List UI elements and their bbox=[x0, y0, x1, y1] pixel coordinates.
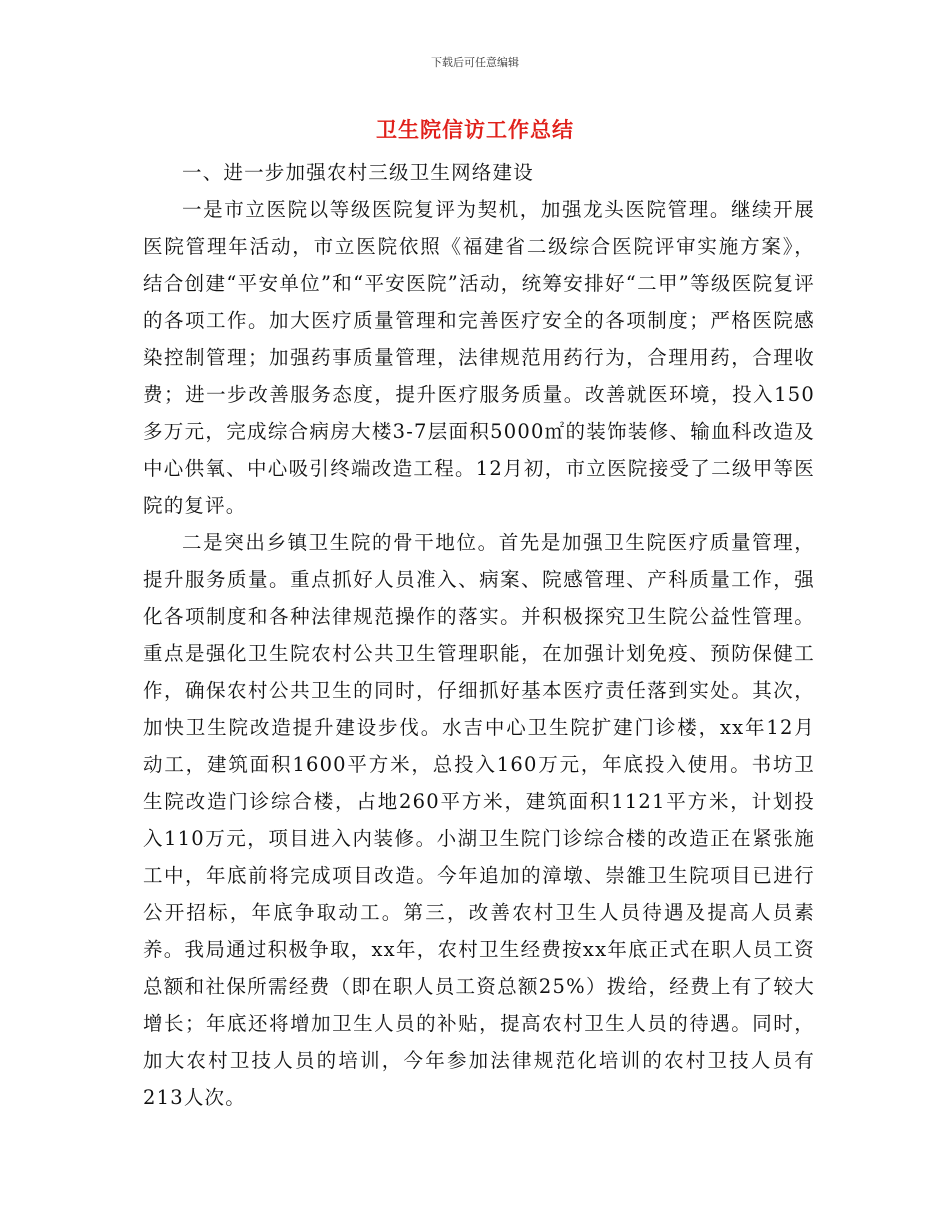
header-note: 下载后可任意编辑 bbox=[431, 56, 519, 69]
paragraph: 一是市立医院以等级医院复评为契机，加强龙头医院管理。继续开展医院管理年活动，市立医院依照《福建省二级综合医院评审实施方案》，结合创建“平安单位”和“平安医院”活动，统筹安排好“二甲”等级医院复评的各项工作。加大医疗质量管理和完善医疗安全的各项制度；严格医院感染控制管理；加强药事质量管理，法律规范用药行为，合理用药，合理收费；进一步改善服务态度，提升医疗服务质量。改善就医环境，投入150多万元，完成综合病房大楼3-7层面积5000㎡的装饰装修、输血科改造及中心供氧、中心吸引终端改造工程。12月初，市立医院接受了二级甲等医院的复评。 bbox=[143, 198, 815, 517]
document-body bbox=[143, 154, 815, 1116]
section-heading: 一、进一步加强农村三级卫生网络建设 bbox=[182, 161, 534, 184]
document-title: 卫生院信访工作总结 bbox=[376, 117, 574, 142]
paragraph: 二是突出乡镇卫生院的骨干地位。首先是加强卫生院医疗质量管理，提升服务质量。重点抓好人员准入、病案、院感管理、产科质量工作，强化各项制度和各种法律规范操作的落实。并积极探究卫生院公益性管理。重点是强化卫生院农村公共卫生管理职能，在加强计划免疫、预防保健工作，确保农村公共卫生的同时，仔细抓好基本医疗责任落到实处。其次，加快卫生院改造提升建设步伐。水吉中心卫生院扩建门诊楼，xx年12月动工，建筑面积1600平方米，总投入160万元，年底投入使用。书坊卫生院改造门诊综合楼，占地260平方米，建筑面积1121平方米，计划投入110万元，项目进入内装修。小湖卫生院门诊综合楼的改造正在紧张施工中，年底前将完成项目改造。今年追加的漳墩、崇雒卫生院项目已进行公开招标，年底争取动工。第三，改善农村卫生人员待遇及提高人员素养。我局通过积极争取，xx年，农村卫生经费按xx年底正式在职人员工资总额和社保所需经费（即在职人员工资总额25%）拨给，经费上有了较大增长；年底还将增加卫生人员的补贴，提高农村卫生人员的待遇。同时，加大农村卫技人员的培训，今年参加法律规范化培训的农村卫技人员有213人次。 bbox=[143, 531, 815, 1109]
